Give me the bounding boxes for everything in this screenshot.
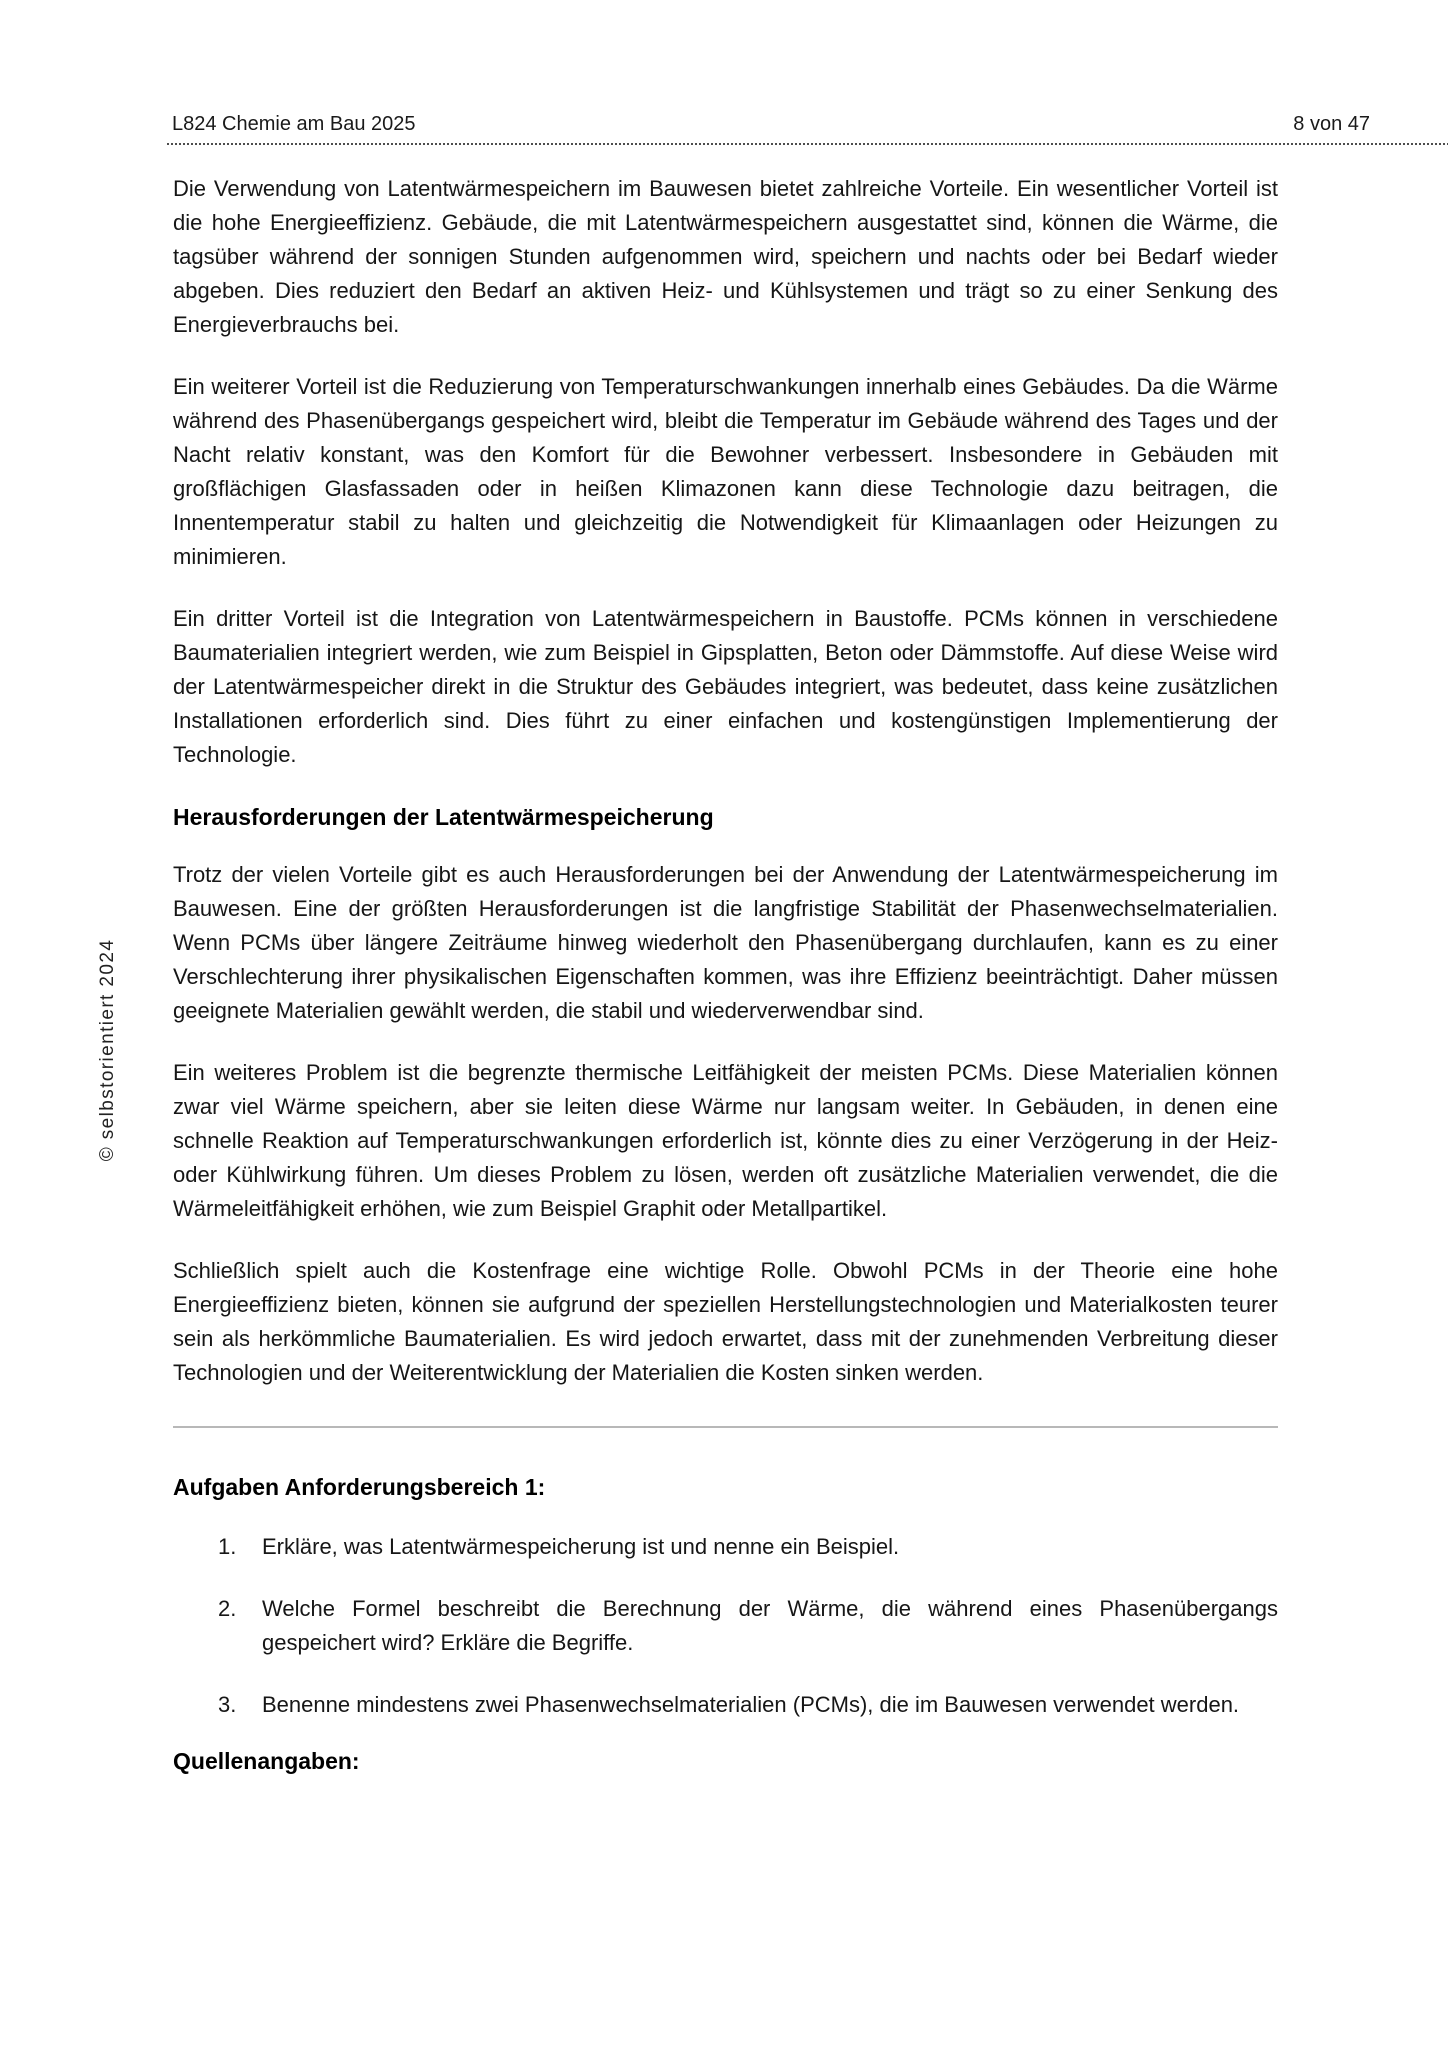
- task-text: Benenne mindestens zwei Phasenwechselmaterialien (PCMs), die im Bauwesen verwendet werden.: [262, 1692, 1240, 1717]
- task-text: Erkläre, was Latentwärmespeicherung ist und nenne ein Beispiel.: [262, 1534, 900, 1559]
- document-body: [173, 172, 1278, 1778]
- paragraph-challenge-costs: Schließlich spielt auch die Kostenfrage eine wichtige Rolle. Obwohl PCMs in der Theorie eine hohe Energieeffizienz bieten, können sie aufgrund der speziellen Herstellungstechnologien und Materialkosten teurer sein als herkömmliche Baumaterialien. Es wird jedoch erwartet, dass mit der zunehmenden Verbreitung dieser Technologien und der Weiterentwicklung der Materialien die Kosten sinken werden.: [173, 1258, 1278, 1385]
- task-number: 2.: [218, 1596, 237, 1621]
- task-list: [173, 1530, 1278, 1722]
- task-text: Welche Formel beschreibt die Berechnung der Wärme, die während eines Phasenübergangs gespeichert wird? Erkläre die Begriffe.: [262, 1596, 1278, 1655]
- paragraph-advantage-material-integration: Ein dritter Vorteil ist die Integration von Latentwärmespeichern in Baustoffe. PCMs können in verschiedene Baumaterialien integriert werden, wie zum Beispiel in Gipsplatten, Beton oder Dämmstoffe. Auf diese Weise wird der Latentwärmespeicher direkt in die Struktur des Gebäudes integriert, was bedeutet, dass keine zusätzlichen Installationen erforderlich sind. Dies führt zu einer einfachen und kostengünstigen Implementierung der Technologie.: [173, 606, 1278, 767]
- copyright-notice: © selbstorientiert 2024: [97, 938, 118, 1162]
- paragraph-advantage-energy-efficiency: Die Verwendung von Latentwärmespeichern im Bauwesen bietet zahlreiche Vorteile. Ein wesentlicher Vorteil ist die hohe Energieeffizienz. Gebäude, die mit Latentwärmespeichern ausgestattet sind, können die Wärme, die tagsüber während der sonnigen Stunden aufgenommen wird, speichern und nachts oder bei Bedarf wieder abgeben. Dies reduziert den Bedarf an aktiven Heiz- und Kühlsystemen und trägt so zu einer Senkung des Energieverbrauchs bei.: [173, 176, 1278, 337]
- paragraph-challenge-conductivity: Ein weiteres Problem ist die begrenzte thermische Leitfähigkeit der meisten PCMs. Diese Materialien können zwar viel Wärme speichern, aber sie leiten diese Wärme nur langsam weiter. In Gebäuden, in denen eine schnelle Reaktion auf Temperaturschwankungen erforderlich ist, könnte dies zu einer Verzögerung in der Heiz- oder Kühlwirkung führen. Um dieses Problem zu lösen, werden oft zusätzliche Materialien verwendet, die die Wärmeleitfähigkeit erhöhen, wie zum Beispiel Graphit oder Metallpartikel.: [173, 1060, 1278, 1221]
- header-rule: [167, 143, 1448, 145]
- task-item-1: [173, 1530, 1278, 1564]
- page-header: [172, 112, 1370, 136]
- task-item-2: [173, 1592, 1278, 1660]
- task-number: 1.: [218, 1534, 237, 1559]
- tasks-heading: Aufgaben Anforderungsbereich 1:: [173, 1474, 546, 1500]
- sources-heading: Quellenangaben:: [173, 1748, 360, 1774]
- paragraph-advantage-temperature-stability: Ein weiterer Vorteil ist die Reduzierung von Temperaturschwankungen innerhalb eines Gebäudes. Da die Wärme während des Phasenübergangs gespeichert wird, bleibt die Temperatur im Gebäude während des Tages und der Nacht relativ konstant, was den Komfort für die Bewohner verbessert. Insbesondere in Gebäuden mit großflächigen Glasfassaden oder in heißen Klimazonen kann diese Technologie dazu beitragen, die Innentemperatur stabil zu halten und gleichzeitig die Notwendigkeit für Klimaanlagen oder Heizungen zu minimieren.: [173, 374, 1278, 569]
- task-item-3: [173, 1688, 1278, 1722]
- header-page-number: 8 von 47: [1293, 113, 1370, 135]
- task-number: 3.: [218, 1692, 237, 1717]
- paragraph-challenge-stability: Trotz der vielen Vorteile gibt es auch Herausforderungen bei der Anwendung der Latentwärmespeicherung im Bauwesen. Eine der größten Herausforderungen ist die langfristige Stabilität der Phasenwechselmaterialien. Wenn PCMs über längere Zeiträume hinweg wiederholt den Phasenübergang durchlaufen, kann es zu einer Verschlechterung ihrer physikalischen Eigenschaften kommen, was ihre Effizienz beeinträchtigt. Daher müssen geeignete Materialien gewählt werden, die stabil und wiederverwendbar sind.: [173, 862, 1278, 1023]
- section-divider: [173, 1426, 1278, 1428]
- section-heading-challenges: Herausforderungen der Latentwärmespeicherung: [173, 804, 714, 830]
- header-course-title: L824 Chemie am Bau 2025: [172, 113, 416, 135]
